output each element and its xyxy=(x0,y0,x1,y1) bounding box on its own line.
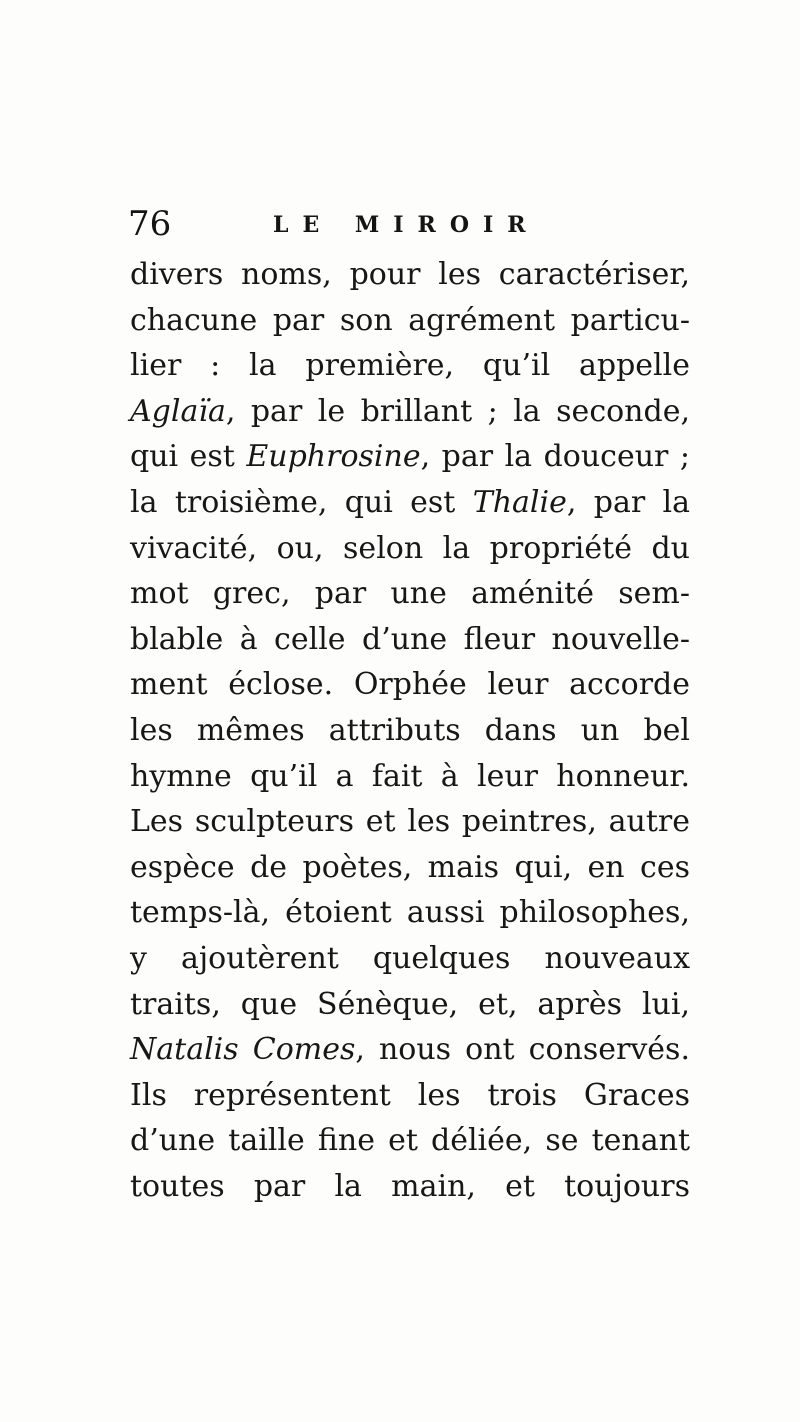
text-line: qui est Euphrosine, par la douceur ; xyxy=(130,439,690,475)
text-line: chacune par son agrément particu- xyxy=(130,302,690,338)
italic-name-natalis-comes: Natalis Comes xyxy=(130,1032,356,1068)
text-line: divers noms, pour les caractériser, xyxy=(130,257,690,292)
body-text xyxy=(130,252,690,1209)
text-line: Les sculpteurs et les peintres, autre xyxy=(130,804,690,840)
text-line: Ils représentent les trois Graces xyxy=(130,1077,690,1113)
text-line: ment éclose. Orphée leur accorde xyxy=(130,667,690,703)
italic-name-aglaia: Aglaïa xyxy=(130,393,226,429)
text-line: Aglaïa, par le brillant ; la seconde, xyxy=(130,393,690,429)
text-line: espèce de poètes, mais qui, en ces xyxy=(130,849,690,885)
text-line: toutes par la main, et toujours xyxy=(130,1168,690,1204)
text-line: Natalis Comes, nous ont conservés. xyxy=(130,1032,690,1068)
page-number: 76 xyxy=(128,204,172,244)
text-line: mot grec, par une aménité sem- xyxy=(130,576,690,612)
page-header xyxy=(128,200,688,250)
text-line: y ajoutèrent quelques nouveaux xyxy=(130,940,690,976)
text-line: blable à celle d’une fleur nouvelle- xyxy=(130,621,690,657)
italic-name-euphrosine: Euphrosine xyxy=(246,439,421,475)
text-line: les mêmes attributs dans un bel xyxy=(130,712,690,748)
text-line: lier : la première, qu’il appelle xyxy=(130,348,690,384)
text-line: hymne qu’il a fait à leur honneur. xyxy=(130,758,690,794)
running-title: LE MIROIR xyxy=(273,212,540,238)
text-line: temps-là, étoient aussi philosophes, xyxy=(130,895,690,931)
text-line: traits, que Sénèque, et, après lui, xyxy=(130,986,690,1022)
text-line: d’une taille fine et déliée, se tenant xyxy=(130,1123,690,1159)
text-line: vivacité, ou, selon la propriété du xyxy=(130,530,690,566)
text-line: la troisième, qui est Thalie, par la xyxy=(130,484,690,520)
italic-name-thalie: Thalie xyxy=(472,484,567,520)
